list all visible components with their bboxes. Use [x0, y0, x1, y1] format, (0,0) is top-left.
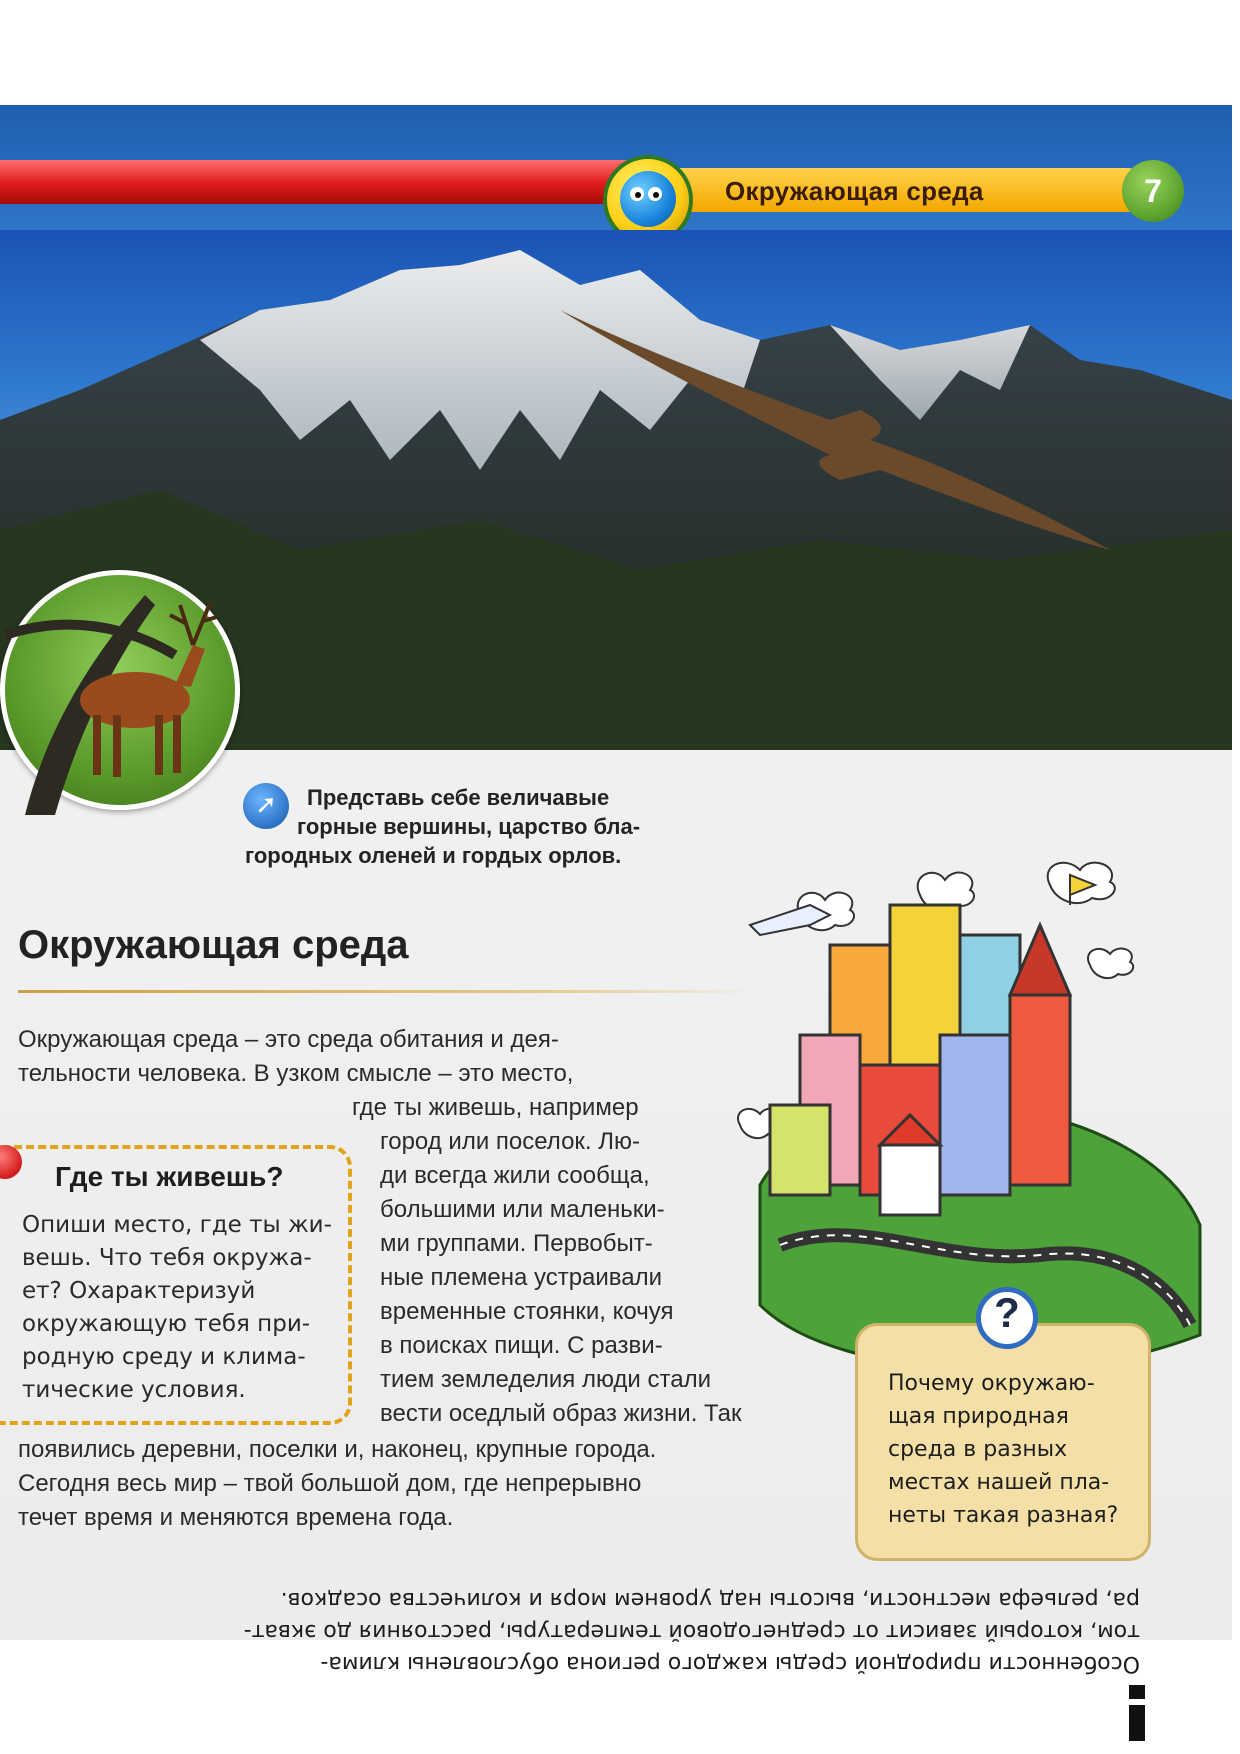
body-line: ные племена устраивали: [380, 1264, 663, 1291]
fact-line: ра, рельефа местности, высоты над уровнем моря и количества осадков.: [280, 1587, 1140, 1612]
body-line: Окружающая среда – это среда обитания и дея-: [18, 1026, 559, 1053]
tip-text: [22, 1209, 342, 1407]
textbook-page: [0, 105, 1232, 1676]
body-line: где ты живешь, например: [352, 1094, 639, 1121]
tip-line: тические условия.: [22, 1377, 246, 1403]
question-text: [888, 1367, 1138, 1532]
body-line: ди всегда жили сообща,: [380, 1162, 650, 1189]
tip-title: Где ты живешь?: [55, 1161, 284, 1192]
section-divider: [18, 990, 758, 993]
tip-line: вешь. Что тебя окружа-: [22, 1245, 312, 1271]
rocket-icon: ➚: [243, 783, 289, 829]
tip-line: окружающую тебя при-: [22, 1311, 311, 1337]
header-red-band: [0, 160, 640, 204]
intro-text: [245, 783, 725, 870]
tip-line: ет? Охарактеризуй: [22, 1278, 256, 1304]
body-line: вести оседлый образ жизни. Так: [380, 1400, 742, 1427]
info-icon: [1126, 1685, 1148, 1741]
deer-photo: [0, 570, 240, 810]
question-line: Почему окружаю-: [888, 1371, 1095, 1396]
city-illustration: [740, 865, 1210, 1385]
fact-line: Особенности природной среды каждого региона обусловлены клима-: [320, 1651, 1140, 1676]
question-line: щая природная: [888, 1404, 1069, 1429]
body-line: течет время и меняются времена года.: [18, 1504, 454, 1531]
header-title: Окружающая среда: [725, 176, 984, 206]
tip-line: Опиши место, где ты жи-: [22, 1212, 332, 1238]
question-line: среда в разных: [888, 1437, 1068, 1462]
tip-line: родную среду и клима-: [22, 1344, 306, 1370]
body-line: большими или маленьки-: [380, 1196, 665, 1223]
page-header: [0, 105, 1232, 230]
body-line: тием земледелия люди стали: [380, 1366, 711, 1393]
question-line: неты такая разная?: [888, 1503, 1119, 1528]
body-line: временные стоянки, кочуя: [380, 1298, 674, 1325]
body-line: в поисках пищи. С разви-: [380, 1332, 663, 1359]
fact-line: том, который зависит от среднегодовой температуры, расстояния до экват-: [243, 1619, 1140, 1644]
body-line: город или поселок. Лю-: [380, 1128, 640, 1155]
question-mark: ?: [994, 1289, 1020, 1336]
question-line: местах нашей пла-: [888, 1470, 1110, 1495]
page-number: 7: [1144, 173, 1162, 209]
body-line: появились деревни, поселки и, наконец, крупные города.: [18, 1436, 657, 1463]
body-line: тельности человека. В узком смысле – это место,: [18, 1060, 574, 1087]
body-line: ми группами. Первобыт-: [380, 1230, 653, 1257]
body-line: Сегодня весь мир – твой большой дом, где непрерывно: [18, 1470, 642, 1497]
intro-line: Представь себе величавые: [307, 785, 610, 810]
intro-line: городных оленей и гордых орлов.: [245, 843, 622, 868]
upside-down-fact: [210, 1583, 1140, 1679]
intro-line: горные вершины, царство бла-: [297, 814, 641, 839]
section-title: Окружающая среда: [18, 923, 409, 967]
